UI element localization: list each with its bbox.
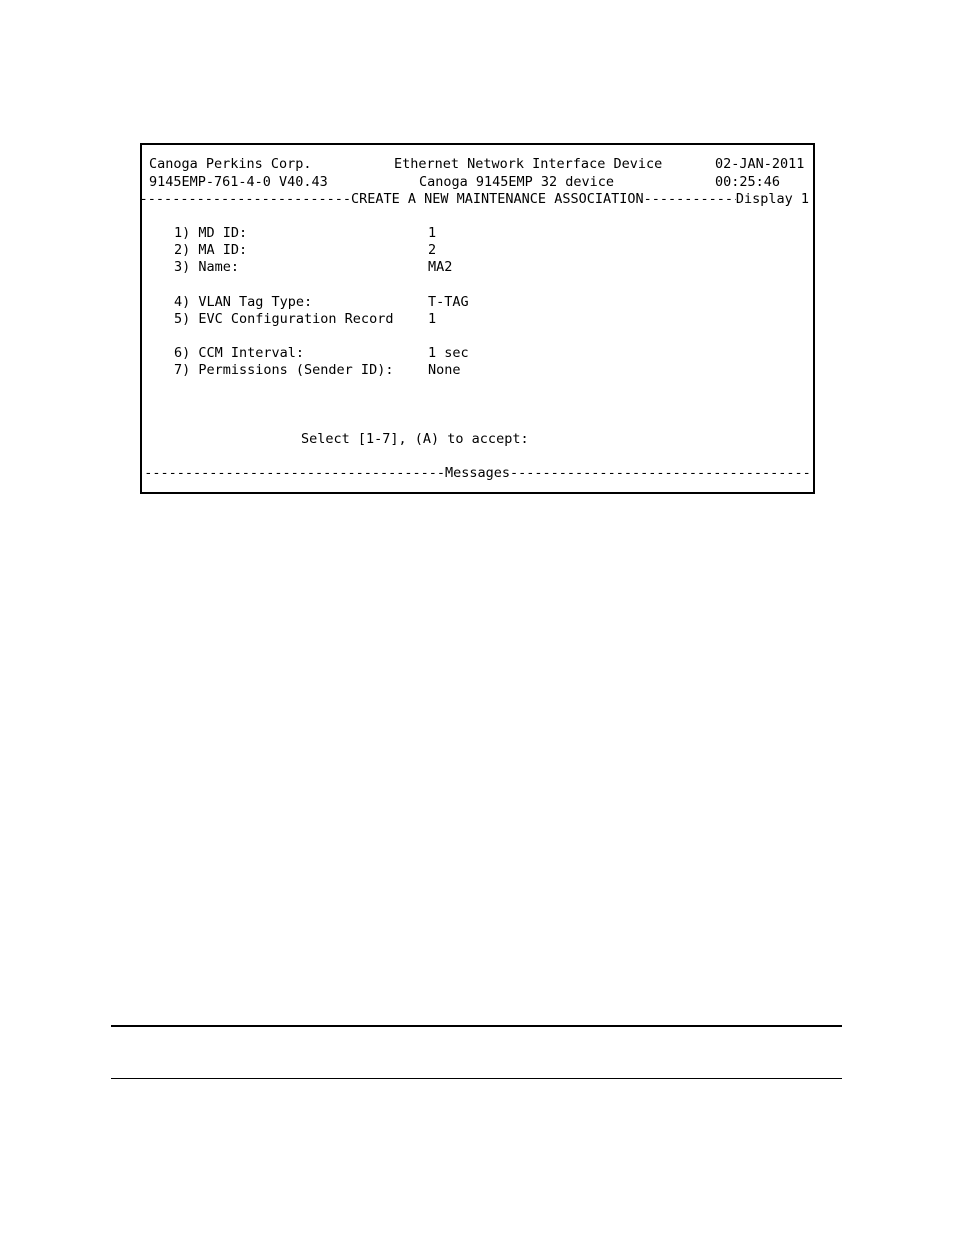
screen-title: CREATE A NEW MAINTENANCE ASSOCIATION [351,191,644,207]
menu-value-vlan-tag-type: T-TAG [428,294,469,310]
menu-item-permissions[interactable]: 7) Permissions (Sender ID): [174,362,394,378]
time-readout: 00:25:46 [715,174,781,190]
menu-value-ccm-interval: 1 sec [428,345,469,361]
messages-label: Messages [445,465,511,481]
messages-rule [142,465,813,482]
date-readout: 02-JAN-2011 [715,156,805,172]
company-name: Canoga Perkins Corp. [149,156,312,172]
model-version: 9145EMP-761-4-0 V40.43 [149,174,328,190]
menu-value-evc-config-record: 1 [428,311,437,327]
menu-item-name[interactable]: 3) Name: [174,259,240,275]
menu-value-md-id: 1 [428,225,437,241]
footer-rule-top [111,1025,842,1027]
menu-item-vlan-tag-type[interactable]: 4) VLAN Tag Type: [174,294,313,310]
title-rule [142,191,813,208]
menu-value-permissions: None [428,362,461,378]
menu-item-ccm-interval[interactable]: 6) CCM Interval: [174,345,305,361]
display-label: Display 1 [735,191,809,207]
messages-dashes-right [510,465,809,482]
messages-dashes-left [142,465,445,482]
menu-item-ma-id[interactable]: 2) MA ID: [174,242,248,258]
selection-prompt[interactable]: Select [1-7], (A) to accept: [301,431,529,447]
terminal-screen [140,143,815,494]
footer-rule-bottom [111,1078,842,1079]
device-name: Canoga 9145EMP 32 device [419,174,615,190]
menu-item-md-id[interactable]: 1) MD ID: [174,225,248,241]
product-title: Ethernet Network Interface Device [394,156,663,172]
menu-value-ma-id: 2 [428,242,437,258]
menu-value-name: MA2 [428,259,453,275]
rule-dashes-left [142,191,351,208]
menu-item-evc-config-record[interactable]: 5) EVC Configuration Record [174,311,394,327]
rule-dashes-mid [644,191,736,208]
